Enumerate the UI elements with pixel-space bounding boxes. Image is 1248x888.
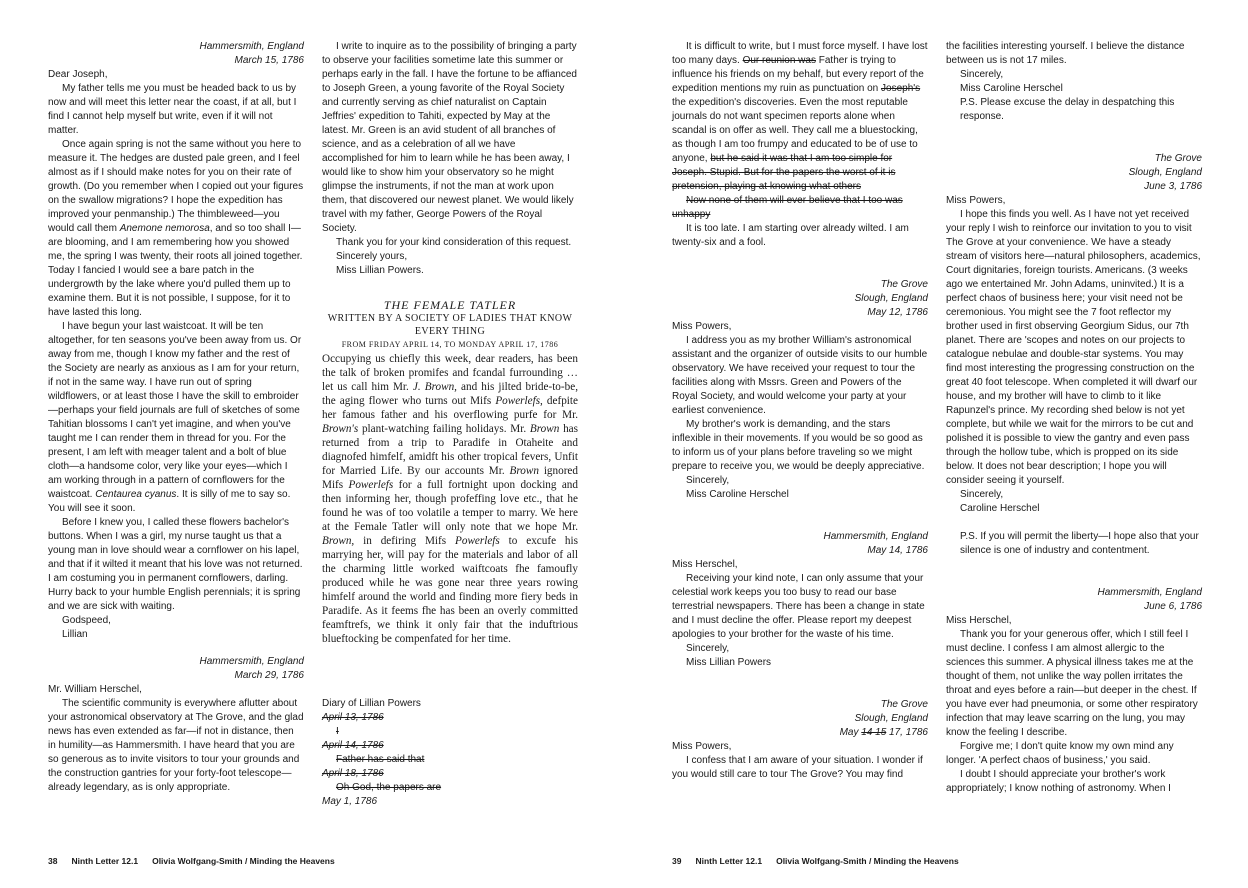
letter-paragraph: I hope this finds you well. As I have not yet received your reply I wish to reinforce our invitation to you to visit The Grove at your convenience. We have a steady stream of visitors here—natural philosophers, academics, Court dignitaries, foreign tourists. Americans. (3 weeks ago we entertained Mr. John Adams, uninvited.) It is a perfect chaos of business here; your visit need not be ceremonious. You might see the 7 foot reflector my brother used in first observing Georgium Sidus, our 7th planet. There are 'scopes and notes on our projects to catalogue nebulae and double-star systems. You may find most interesting the progressing construction on the great 40 foot telescope. When completed it will dwarf our house, and my brother will have to climb to it like Rapunzel's prince. My recording shed below is not yet complete, but while we wait for the mirrors to be cut and polished it is possible to view the gantry and even pass through the hollow tube, which is propped on its side below. It does not bear description; I hope you will consider seeing it yourself. <box>946 209 1201 486</box>
letter-signature: Lillian <box>62 629 88 640</box>
letter-date: May 12, 1786 <box>867 307 928 318</box>
author-title: Olivia Wolfgang-Smith / Minding the Heavens <box>776 856 959 866</box>
column-4 <box>946 40 1202 796</box>
diary-title: Diary of Lillian Powers <box>322 698 421 709</box>
letter-paragraph: I doubt I should appreciate your brother's work appropriately; I know nothing of astronomy. When I <box>946 769 1171 794</box>
letter-date: March 29, 1786 <box>234 670 304 681</box>
diary-date: May 1, 1786 <box>322 796 378 807</box>
letter-paragraph: the facilities interesting yourself. I believe the distance between us is not 17 miles. <box>946 41 1185 66</box>
letter-closing: Sincerely, <box>686 475 730 486</box>
letter-salutation: Miss Herschel, <box>946 615 1012 626</box>
letter-paragraph: I write to inquire as to the possibility of bringing a party to observe your facilities sometime late this summer or perhaps early in the fall. I have the fortune to be affianced to Joseph Green, a young favorite of the Royal Society and currently serving as chief naturalist on Captain Jeffries' expedition to Tahiti, expected by May at the latest. Mr. Green is an avid student of all branches of science, and as a celebration of all we have accomplished for him to learn while he has been away, I would like to show him your observatory so he might glimpse the instruments, if not the man at work upon them, that discovered our newest planet. We would likely travel with my father, George Powers of the Royal Society. <box>322 41 577 234</box>
letter-date: May 14 15 17, 1786 <box>839 727 928 738</box>
author-title: Olivia Wolfgang-Smith / Minding the Heavens <box>152 856 335 866</box>
letter-postscript: P.S. If you will permit the liberty—I hope also that your silence is one of industry and contentment. <box>960 531 1199 556</box>
diary-paragraph: It is too late. I am starting over already wilted. I am twenty-six and a fool. <box>672 223 909 248</box>
letter-date: June 3, 1786 <box>1144 181 1202 192</box>
letter-paragraph: Receiving your kind note, I can only assume that your celestial work keeps you too busy to read our base terrestrial newspapers. There has been a change in state and I must decline the offer. Please report my deepest apologies to your brother for the waste of his time. <box>672 573 925 640</box>
letter-salutation: Miss Herschel, <box>672 559 738 570</box>
letter-paragraph: The scientific community is everywhere aflutter about your astronomical observatory at The Grove, and the glad news has even extended as far—if not in distance, then in humility—as Hammersmith. I have heard that you are so generous as to invite visitors to tour your grounds and the construction gantries for your forty-foot telescope—already legendary, as is only appropriate. <box>48 698 304 793</box>
journal-name: Ninth Letter 12.1 <box>71 856 139 866</box>
diary-entry: Father has said that <box>336 754 425 765</box>
page-number: 38 <box>48 856 58 866</box>
tatler-dateline: FROM FRIDAY APRIL 14, TO MONDAY APRIL 17, 1786 <box>341 340 559 349</box>
diary-entry: I <box>336 726 339 737</box>
diary-date: April 13, 1786 <box>322 712 384 723</box>
diary-entries <box>322 697 578 809</box>
letter-closing: Sincerely, <box>960 69 1004 80</box>
letter-closing: Sincerely yours, <box>336 251 408 262</box>
letter-paragraph: My father tells me you must be headed back to us by now and will meet this letter near the coast, if at all, but I find I cannot help myself but write, even if it will not matter. <box>48 83 297 136</box>
tatler-body: Occupying us chiefly this week, dear readers, has been the talk of broken promifes and fcandal furrounding … let us call him Mr. J. Brown, and his jilted bride-to-be, the aging flower who turns out Mifs Powerlefs, defpite her famous father and his overflowing purfe for Mr. Brown's plant-watching failing holidays. Mr. Brown has returned from a trip to Paradife in Otaheite and diagnofed himfelf, amidft his other tropical fevers, Unfit for Married Life. By our accounts Mr. Brown ignored Mifs Powerlefs for a full fortnight upon docking and then informing her, though profeffing love etc., that he found he was of too volatile a temper to marry. We here at the Female Tatler will only note that we hope Mr. Brown, in defiring Mifs Powerlefs to excufe his marrying her, will pay for the materials and labor of all the charming little worked waiftcoats fhe famoufly produced while he was gone near three years rowing himfelf around the world and finding more fiery beds in Paradife. As it feems fhe has been an overly committed feamftrefs, we think it only fair that the induftrious blueftocking be compenfated for her time. <box>322 353 578 645</box>
letter-paragraph: I confess that I am aware of your situation. I wonder if you would still care to tour The Grove? You may find <box>672 755 923 780</box>
letter-paragraph: Once again spring is not the same without you here to measure it. The hedges are dusted pale green, and I feel almost as if I should make notes for you on their rate of growth. (Do you remember when I copied out your figures on the swallow migrations? I hope the expedition has improved your penmanship.) The thimbleweed—you would call them Anemone nemorosa, and so too shall I—are blooming, and I am remembering how you showed me, the spring I was twenty, their roots all joined together. Today I fancied I would see a bare patch in the undergrowth by the lake where you'd pulled them up to examine them. But it is not possible, I suppose, for it to have lasted this long. <box>48 139 304 318</box>
right-page-footer <box>672 856 973 866</box>
letter-place: The Grove <box>880 279 928 290</box>
letter-salutation: Dear Joseph, <box>48 69 108 80</box>
letter-paragraph: Thank you for your generous offer, which I still feel I must decline. I confess I am almost allergic to the sciences this summer. A physical illness takes me at the thought of them, not unlike the way pollen irritates the throat and eyes before a rain—but deeper in the chest. If you have ever had pneumonia, or some other respiratory infection that may leave scarring on the lung, you may know the feeling I describe. <box>946 629 1198 738</box>
letter-paragraph: Forgive me; I don't quite know my own mind any longer. 'A perfect chaos of business,' you said. <box>946 741 1174 766</box>
page-number: 39 <box>672 856 682 866</box>
diary-entry: Oh God, the papers are <box>336 782 442 793</box>
column-3 <box>672 40 928 782</box>
letter-place: Slough, England <box>854 713 928 724</box>
column-2 <box>322 40 578 278</box>
letter-paragraph: Before I knew you, I called these flowers bachelor's buttons. When I was a girl, my nurse taught us that a young man in love should wear a cornflower on his lapel, and that if it wilted it meant that his love was not returned. I am costuming you in permanent cornflowers, darling. Hurry back to your humble English perennials; it is spring and we are sick with waiting. <box>48 517 303 612</box>
journal-name: Ninth Letter 12.1 <box>695 856 763 866</box>
letter-place: Hammersmith, England <box>199 41 304 52</box>
female-tatler-article <box>322 298 578 646</box>
letter-salutation: Miss Powers, <box>672 321 732 332</box>
letter-place: The Grove <box>1154 153 1202 164</box>
letter-date: June 6, 1786 <box>1144 601 1202 612</box>
letter-date: March 15, 1786 <box>234 55 304 66</box>
letter-signature: Caroline Herschel <box>960 503 1040 514</box>
letter-postscript: P.S. Please excuse the delay in despatching this response. <box>960 97 1175 122</box>
diary-date: April 18, 1786 <box>322 768 384 779</box>
tatler-subtitle: WRITTEN BY A SOCIETY OF LADIES THAT KNOW EVERY THING <box>327 313 573 337</box>
letter-signature: Miss Caroline Herschel <box>960 83 1063 94</box>
letter-place: Slough, England <box>1128 167 1202 178</box>
letter-paragraph: I have begun your last waistcoat. It will be ten altogether, for ten seasons you've been away from us. Or away from me, though I know my father and the rest of the Society are nearly as anxious as I am for your return, if not in the same way. I have run out of spring wildflowers, or at least those I have the skill to embroider—perhaps your field journals are full of sketches of some Tahitian blossoms I can't yet imagine, and when you've taught me I can render them in thread for you. For the present, I am left with meager talent and a bolt of blue cloth—a handsome color, very like your eyes—which I am working through in a pattern of cornflowers for the waistcoat. Centaurea cyanus. It is silly of me to say so. You will see it soon. <box>48 321 302 514</box>
tatler-title: THE FEMALE TATLER <box>383 298 517 312</box>
letter-paragraph: Thank you for your kind consideration of this request. <box>336 237 572 248</box>
letter-place: Hammersmith, England <box>199 656 304 667</box>
letter-place: Hammersmith, England <box>1097 587 1202 598</box>
letter-place: The Grove <box>880 699 928 710</box>
letter-signature: Miss Caroline Herschel <box>686 489 789 500</box>
left-page-footer <box>48 856 349 866</box>
letter-date: May 14, 1786 <box>867 545 928 556</box>
column-1-letter-2 <box>48 655 304 795</box>
letter-closing: Godspeed, <box>62 615 111 626</box>
letter-signature: Miss Lillian Powers. <box>336 265 424 276</box>
letter-paragraph: I address you as my brother William's astronomical assistant and the organizer of outside visits to our humble observatory. We have received your request to tour the facilities along with Mssrs. Green and Powers of the Royal Society, and would welcome your party at your earliest convenience. <box>672 335 928 416</box>
diary-date: April 14, 1786 <box>322 740 384 751</box>
letter-place: Slough, England <box>854 293 928 304</box>
diary-paragraph: It is difficult to write, but I must force myself. I have lost too many days. Our reunion was Father is trying to influence his friends on my behalf, but every report of the expedition mentions my ruin as punctuation on Joseph's the expedition's discoveries. Even the most reputable journals do not want specimen reports alone when scandal is on offer as well. They call me a bluestocking, as though I am too frumpy and educated to be of use to anyone, but he said it was that I am too simple for Joseph. Stupid. But for the papers the worst of it is pretension, playing at knowing what others <box>672 41 928 192</box>
diary-paragraph: Now none of them will ever believe that I too was unhappy <box>672 195 903 220</box>
letter-salutation: Mr. William Herschel, <box>48 684 142 695</box>
column-1 <box>48 40 304 642</box>
letter-salutation: Miss Powers, <box>672 741 732 752</box>
letter-salutation: Miss Powers, <box>946 195 1006 206</box>
letter-signature: Miss Lillian Powers <box>686 657 772 668</box>
letter-place: Hammersmith, England <box>823 531 928 542</box>
letter-paragraph: My brother's work is demanding, and the stars inflexible in their movements. If you would be so good as to inform us of your plans before traveling so we might prepare to receive you, we would be deeply appreciative. <box>672 419 925 472</box>
letter-closing: Sincerely, <box>960 489 1004 500</box>
letter-closing: Sincerely, <box>686 643 730 654</box>
